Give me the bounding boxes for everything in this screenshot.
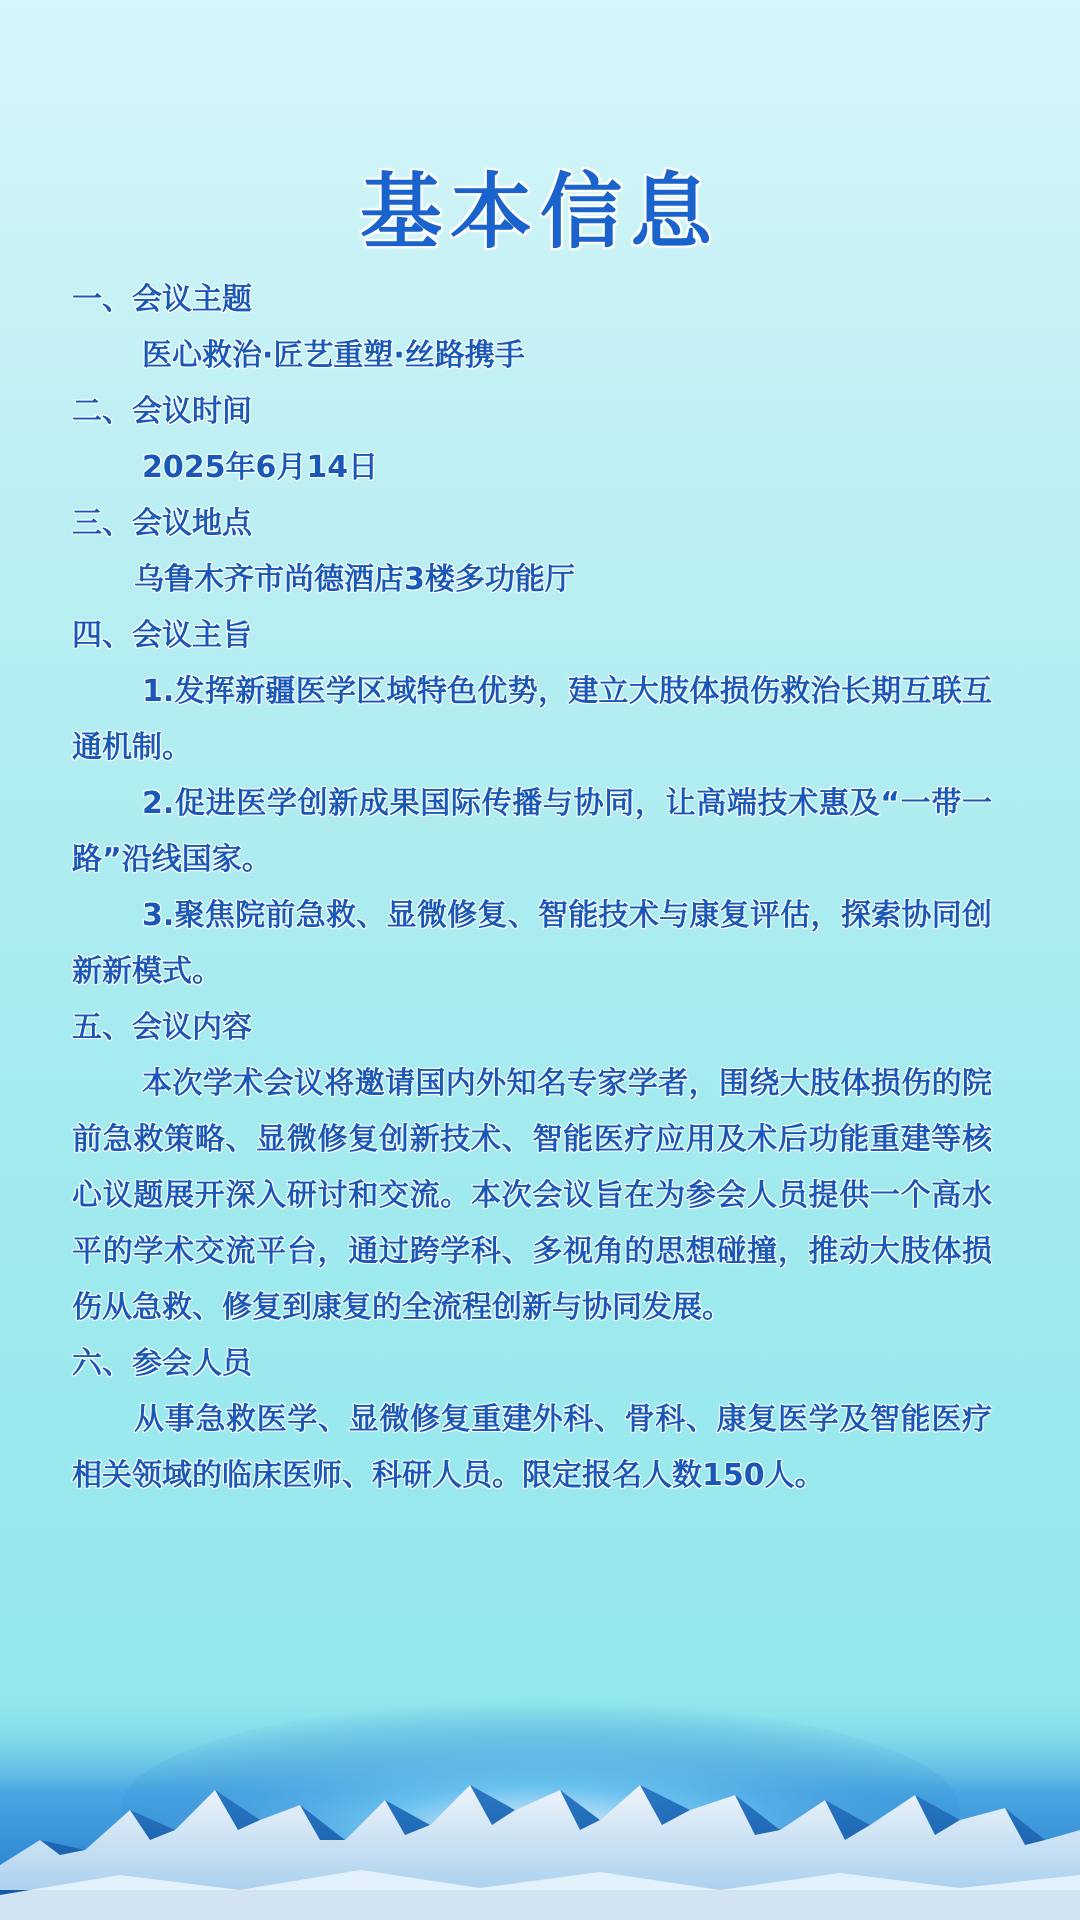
snow-mountain-illustration	[0, 1690, 1080, 1920]
section-heading: 三、会议地点	[72, 506, 252, 541]
section-theme	[72, 272, 992, 384]
section-location	[72, 496, 992, 608]
info-content	[72, 272, 992, 1504]
purpose-item: 3.聚焦院前急救、显微修复、智能技术与康复评估，探索协同创新新模式。	[72, 898, 992, 989]
purpose-item: 2.促进医学创新成果国际传播与协同，让高端技术惠及“一带一路”沿线国家。	[72, 786, 992, 877]
section-heading: 五、会议内容	[72, 1010, 252, 1045]
section-heading: 二、会议时间	[72, 394, 252, 429]
meeting-location: 乌鲁木齐市尚德酒店3楼多功能厅	[134, 562, 575, 597]
section-attendees	[72, 1336, 992, 1504]
section-content	[72, 1000, 992, 1336]
section-purpose	[72, 608, 992, 1000]
content-paragraph: 本次学术会议将邀请国内外知名专家学者，围绕大肢体损伤的院前急救策略、显微修复创新技术、智能医疗应用及术后功能重建等核心议题展开深入研讨和交流。本次会议旨在为参会人员提供一个高水平的学术交流平台，通过跨学科、多视角的思想碰撞，推动大肢体损伤从急救、修复到康复的全流程创新与协同发展。	[72, 1066, 992, 1325]
meeting-date: 2025年6月14日	[142, 450, 379, 485]
section-heading: 一、会议主题	[72, 282, 252, 317]
section-heading: 四、会议主旨	[72, 618, 252, 653]
purpose-item: 1.发挥新疆医学区域特色优势，建立大肢体损伤救治长期互联互通机制。	[72, 674, 992, 765]
page-title: 基本信息	[359, 164, 720, 260]
section-heading: 六、参会人员	[72, 1346, 252, 1381]
section-time	[72, 384, 992, 496]
attendees-paragraph: 从事急救医学、显微修复重建外科、骨科、康复医学及智能医疗相关领域的临床医师、科研人员。限定报名人数150人。	[72, 1402, 992, 1493]
meeting-theme: 医心救治·匠艺重塑·丝路携手	[142, 338, 525, 373]
